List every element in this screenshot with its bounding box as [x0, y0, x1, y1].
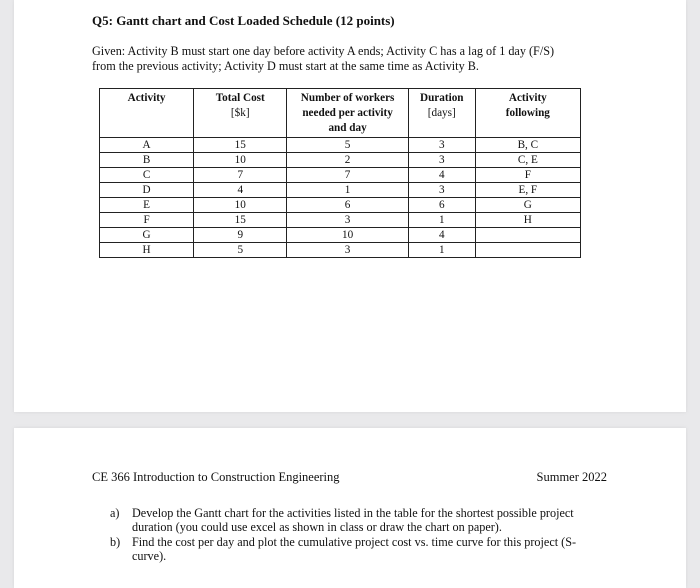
task-item: [110, 535, 610, 563]
cell-activity: H: [100, 243, 194, 258]
cell-activity: B: [100, 153, 194, 168]
cell-workers: 5: [287, 138, 409, 153]
given-line-1: Given: Activity B must start one day before activity A ends; Activity C has a lag of 1 day (F/S): [92, 44, 555, 58]
header-following: Activity following: [475, 89, 580, 138]
table-body: [100, 138, 581, 258]
cell-workers: 1: [287, 183, 409, 198]
task-text: Develop the Gantt chart for the activities listed in the table for the shortest possible project duration (you could use excel as shown in class or draw the chart on paper).: [132, 506, 574, 534]
cell-workers: 2: [287, 153, 409, 168]
cell-following: E, F: [475, 183, 580, 198]
cell-cost: 15: [194, 138, 287, 153]
cell-cost: 7: [194, 168, 287, 183]
cell-duration: 6: [408, 198, 475, 213]
table-row: [100, 228, 581, 243]
header-total-cost: Total Cost [$k]: [194, 89, 287, 138]
cell-duration: 3: [408, 138, 475, 153]
document-page-bottom: [14, 428, 686, 588]
cell-cost: 10: [194, 198, 287, 213]
task-list: [110, 506, 610, 564]
cell-following: [475, 243, 580, 258]
header-activity: Activity: [100, 89, 194, 138]
question-title: Q5: Gantt chart and Cost Loaded Schedule (12 points): [92, 13, 395, 28]
cell-activity: F: [100, 213, 194, 228]
cell-cost: 9: [194, 228, 287, 243]
task-marker: b): [110, 535, 121, 549]
course-name: CE 366 Introduction to Construction Engineering: [92, 470, 340, 484]
cell-workers: 10: [287, 228, 409, 243]
task-item: [110, 506, 610, 534]
term-label: Summer 2022: [536, 470, 607, 484]
cell-workers: 3: [287, 243, 409, 258]
header-workers: Number of workers needed per activity and day: [287, 89, 409, 138]
given-line-2: from the previous activity; Activity D must start at the same time as Activity B.: [92, 59, 479, 73]
cell-duration: 1: [408, 243, 475, 258]
document-page-top: [14, 0, 686, 412]
cell-cost: 10: [194, 153, 287, 168]
task-marker: a): [110, 506, 120, 520]
cell-duration: 3: [408, 153, 475, 168]
cell-activity: A: [100, 138, 194, 153]
cell-duration: 4: [408, 168, 475, 183]
cell-duration: 1: [408, 213, 475, 228]
cell-following: B, C: [475, 138, 580, 153]
cell-cost: 15: [194, 213, 287, 228]
cell-following: C, E: [475, 153, 580, 168]
cell-activity: E: [100, 198, 194, 213]
table-row: [100, 138, 581, 153]
table-row: [100, 213, 581, 228]
cell-workers: 3: [287, 213, 409, 228]
cell-activity: G: [100, 228, 194, 243]
cell-activity: D: [100, 183, 194, 198]
table-row: [100, 153, 581, 168]
cell-activity: C: [100, 168, 194, 183]
cell-duration: 4: [408, 228, 475, 243]
cell-following: F: [475, 168, 580, 183]
table-row: [100, 168, 581, 183]
cell-cost: 5: [194, 243, 287, 258]
cell-cost: 4: [194, 183, 287, 198]
header-duration: Duration [days]: [408, 89, 475, 138]
cell-workers: 6: [287, 198, 409, 213]
cell-following: [475, 228, 580, 243]
cell-workers: 7: [287, 168, 409, 183]
table-header-row: [100, 89, 581, 138]
table-row: [100, 183, 581, 198]
task-text: Find the cost per day and plot the cumulative project cost vs. time curve for this project (S-curve).: [132, 535, 577, 563]
cell-duration: 3: [408, 183, 475, 198]
cell-following: G: [475, 198, 580, 213]
table-row: [100, 198, 581, 213]
table-row: [100, 243, 581, 258]
given-conditions: [92, 44, 632, 74]
cell-following: H: [475, 213, 580, 228]
activity-table: [99, 88, 581, 258]
